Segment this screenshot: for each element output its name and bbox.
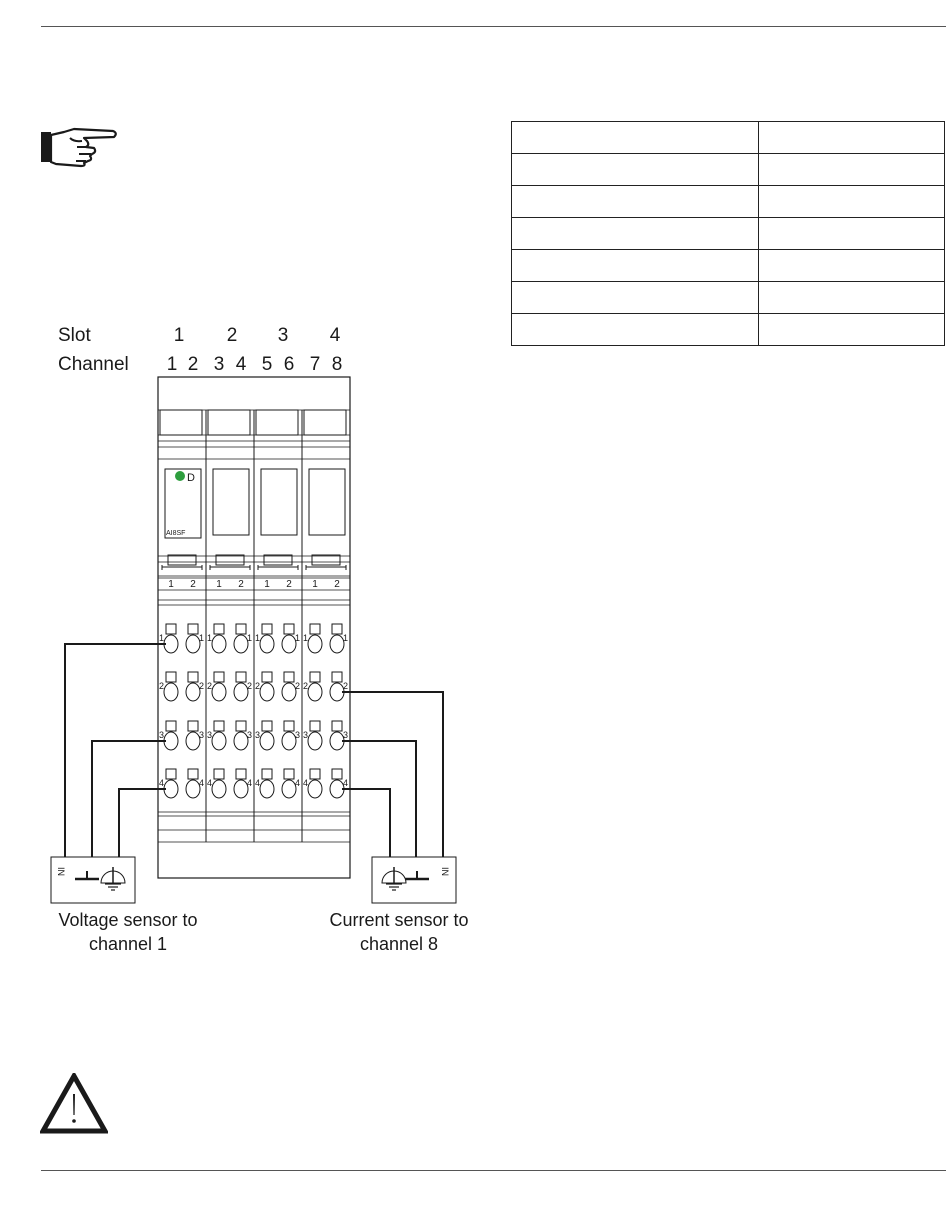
- terminal-hole: [308, 683, 322, 701]
- terminal-hole: [282, 780, 296, 798]
- terminal-number: 2: [246, 681, 252, 691]
- table-row: [512, 218, 945, 250]
- terminal-release: [166, 672, 176, 682]
- terminal-hole: [212, 780, 226, 798]
- channel-number: 1: [166, 354, 178, 375]
- terminal-release: [262, 624, 272, 634]
- plug: [264, 555, 292, 565]
- terminal-hole: [186, 732, 200, 750]
- table-row: [512, 250, 945, 282]
- terminal-hole: [330, 780, 344, 798]
- terminal-release: [166, 721, 176, 731]
- terminal-number: 1: [342, 633, 348, 643]
- terminal-number: 3: [255, 730, 261, 740]
- terminal-release: [310, 769, 320, 779]
- plug-number: 1: [312, 579, 318, 590]
- channel-number: 2: [187, 354, 199, 375]
- plug-number: 2: [334, 579, 340, 590]
- terminal-number: 3: [198, 730, 204, 740]
- terminal-number: 3: [294, 730, 300, 740]
- bottom-rule: [41, 1170, 946, 1171]
- terminal-number: 3: [207, 730, 213, 740]
- terminal-number: 4: [303, 778, 309, 788]
- terminal-release: [236, 721, 246, 731]
- terminal-hole: [186, 780, 200, 798]
- current-sensor-caption: channel 8: [359, 934, 439, 954]
- terminal-hole: [330, 732, 344, 750]
- terminal-number: 1: [198, 633, 204, 643]
- slot-number: 2: [226, 325, 238, 346]
- terminal-release: [166, 624, 176, 634]
- terminal-release: [332, 624, 342, 634]
- terminal-release: [332, 769, 342, 779]
- pointing-hand-icon: [40, 126, 120, 168]
- channel-number: 7: [309, 354, 321, 375]
- voltage-sensor-caption: Voltage sensor to: [58, 910, 198, 930]
- plug-number: 2: [286, 579, 292, 590]
- plug-number: 1: [216, 579, 222, 590]
- channel-number: 4: [235, 354, 247, 375]
- terminal-number: 2: [207, 681, 213, 691]
- terminal-hole: [282, 635, 296, 653]
- table-row: [512, 282, 945, 314]
- label-window: [261, 469, 297, 535]
- terminal-number: 4: [198, 778, 204, 788]
- info-table: [511, 121, 945, 346]
- wire-voltage-earth: [119, 789, 166, 857]
- terminal-release: [236, 769, 246, 779]
- terminal-release: [332, 672, 342, 682]
- terminal-hole: [260, 635, 274, 653]
- terminal-release: [284, 672, 294, 682]
- wire-voltage-in: [65, 644, 166, 857]
- terminal-release: [166, 769, 176, 779]
- terminal-number: 4: [246, 778, 252, 788]
- terminal-number: 2: [198, 681, 204, 691]
- current-sensor-caption: Current sensor to: [329, 910, 469, 930]
- terminal-hole: [164, 683, 178, 701]
- wire-current-in: [342, 692, 443, 857]
- plug: [312, 555, 340, 565]
- channel-label: Channel: [58, 354, 129, 375]
- channel-number: 3: [213, 354, 225, 375]
- terminal-release: [188, 672, 198, 682]
- terminal-hole: [260, 683, 274, 701]
- terminal-number: 1: [303, 633, 309, 643]
- terminal-release: [188, 624, 198, 634]
- terminal-number: 4: [207, 778, 213, 788]
- terminal-hole: [186, 635, 200, 653]
- channel-number: 6: [283, 354, 295, 375]
- top-connector: [208, 410, 250, 435]
- terminal-number: 4: [255, 778, 261, 788]
- terminal-number: 2: [303, 681, 309, 691]
- plug: [168, 555, 196, 565]
- channel-number: 8: [331, 354, 343, 375]
- warning-triangle-icon: [40, 1073, 108, 1135]
- terminal-release: [262, 721, 272, 731]
- label-window: [213, 469, 249, 535]
- terminal-hole: [234, 732, 248, 750]
- terminal-release: [188, 769, 198, 779]
- terminal-release: [284, 721, 294, 731]
- terminal-hole: [308, 635, 322, 653]
- terminal-release: [214, 672, 224, 682]
- terminal-hole: [330, 635, 344, 653]
- led-letter: D: [187, 472, 195, 484]
- module-type-text: AI8SF: [166, 530, 186, 537]
- terminal-release: [310, 672, 320, 682]
- terminal-hole: [282, 732, 296, 750]
- terminal-release: [284, 769, 294, 779]
- terminal-release: [236, 672, 246, 682]
- channel-number: 5: [261, 354, 273, 375]
- terminal-hole: [308, 732, 322, 750]
- terminal-hole: [212, 683, 226, 701]
- sensor-input-label: IN: [56, 867, 66, 876]
- terminal-hole: [164, 635, 178, 653]
- sensor-input-label: IN: [440, 867, 450, 876]
- plug-number: 2: [238, 579, 244, 590]
- terminal-number: 3: [303, 730, 309, 740]
- terminal-number: 1: [255, 633, 261, 643]
- terminal-release: [332, 721, 342, 731]
- terminal-release: [214, 721, 224, 731]
- top-connector: [256, 410, 298, 435]
- terminal-release: [236, 624, 246, 634]
- terminal-number: 1: [207, 633, 213, 643]
- terminal-number: 3: [342, 730, 348, 740]
- terminal-hole: [260, 732, 274, 750]
- terminal-number: 1: [246, 633, 252, 643]
- terminal-hole: [164, 780, 178, 798]
- status-led: [175, 471, 185, 481]
- terminal-hole: [234, 780, 248, 798]
- terminal-hole: [282, 683, 296, 701]
- terminal-hole: [234, 683, 248, 701]
- voltage-sensor-caption: channel 1: [88, 934, 168, 954]
- terminal-release: [188, 721, 198, 731]
- terminal-number: 2: [255, 681, 261, 691]
- slot-number: 4: [329, 325, 341, 346]
- terminal-number: 4: [294, 778, 300, 788]
- wire-current-signal: [342, 741, 416, 857]
- terminal-number: 2: [294, 681, 300, 691]
- terminal-release: [310, 721, 320, 731]
- label-window: [309, 469, 345, 535]
- wiring-diagram: [0, 300, 520, 980]
- plug-number: 1: [264, 579, 270, 590]
- plug-number: 1: [168, 579, 174, 590]
- table-row: [512, 122, 945, 154]
- terminal-release: [284, 624, 294, 634]
- terminal-hole: [234, 635, 248, 653]
- slot-number: 1: [173, 325, 185, 346]
- plug-number: 2: [190, 579, 196, 590]
- terminal-hole: [212, 635, 226, 653]
- table-row: [512, 154, 945, 186]
- terminal-number: 3: [246, 730, 252, 740]
- terminal-hole: [164, 732, 178, 750]
- terminal-number: 2: [342, 681, 348, 691]
- terminal-number: 1: [159, 633, 165, 643]
- terminal-release: [214, 769, 224, 779]
- top-connector: [160, 410, 202, 435]
- terminal-release: [262, 672, 272, 682]
- table-row: [512, 314, 945, 346]
- terminal-hole: [330, 683, 344, 701]
- terminal-number: 4: [342, 778, 348, 788]
- terminal-release: [262, 769, 272, 779]
- terminal-number: 4: [159, 778, 165, 788]
- plug: [216, 555, 244, 565]
- terminal-number: 3: [159, 730, 165, 740]
- top-connector: [304, 410, 346, 435]
- terminal-number: 1: [294, 633, 300, 643]
- terminal-hole: [186, 683, 200, 701]
- wire-voltage-signal: [92, 741, 166, 857]
- terminal-release: [310, 624, 320, 634]
- terminal-release: [214, 624, 224, 634]
- terminal-hole: [260, 780, 274, 798]
- wire-current-earth: [342, 789, 390, 857]
- terminal-hole: [212, 732, 226, 750]
- terminal-number: 2: [159, 681, 165, 691]
- terminal-hole: [308, 780, 322, 798]
- table-row: [512, 186, 945, 218]
- top-rule: [41, 26, 946, 27]
- slot-label: Slot: [58, 325, 91, 346]
- slot-number: 3: [277, 325, 289, 346]
